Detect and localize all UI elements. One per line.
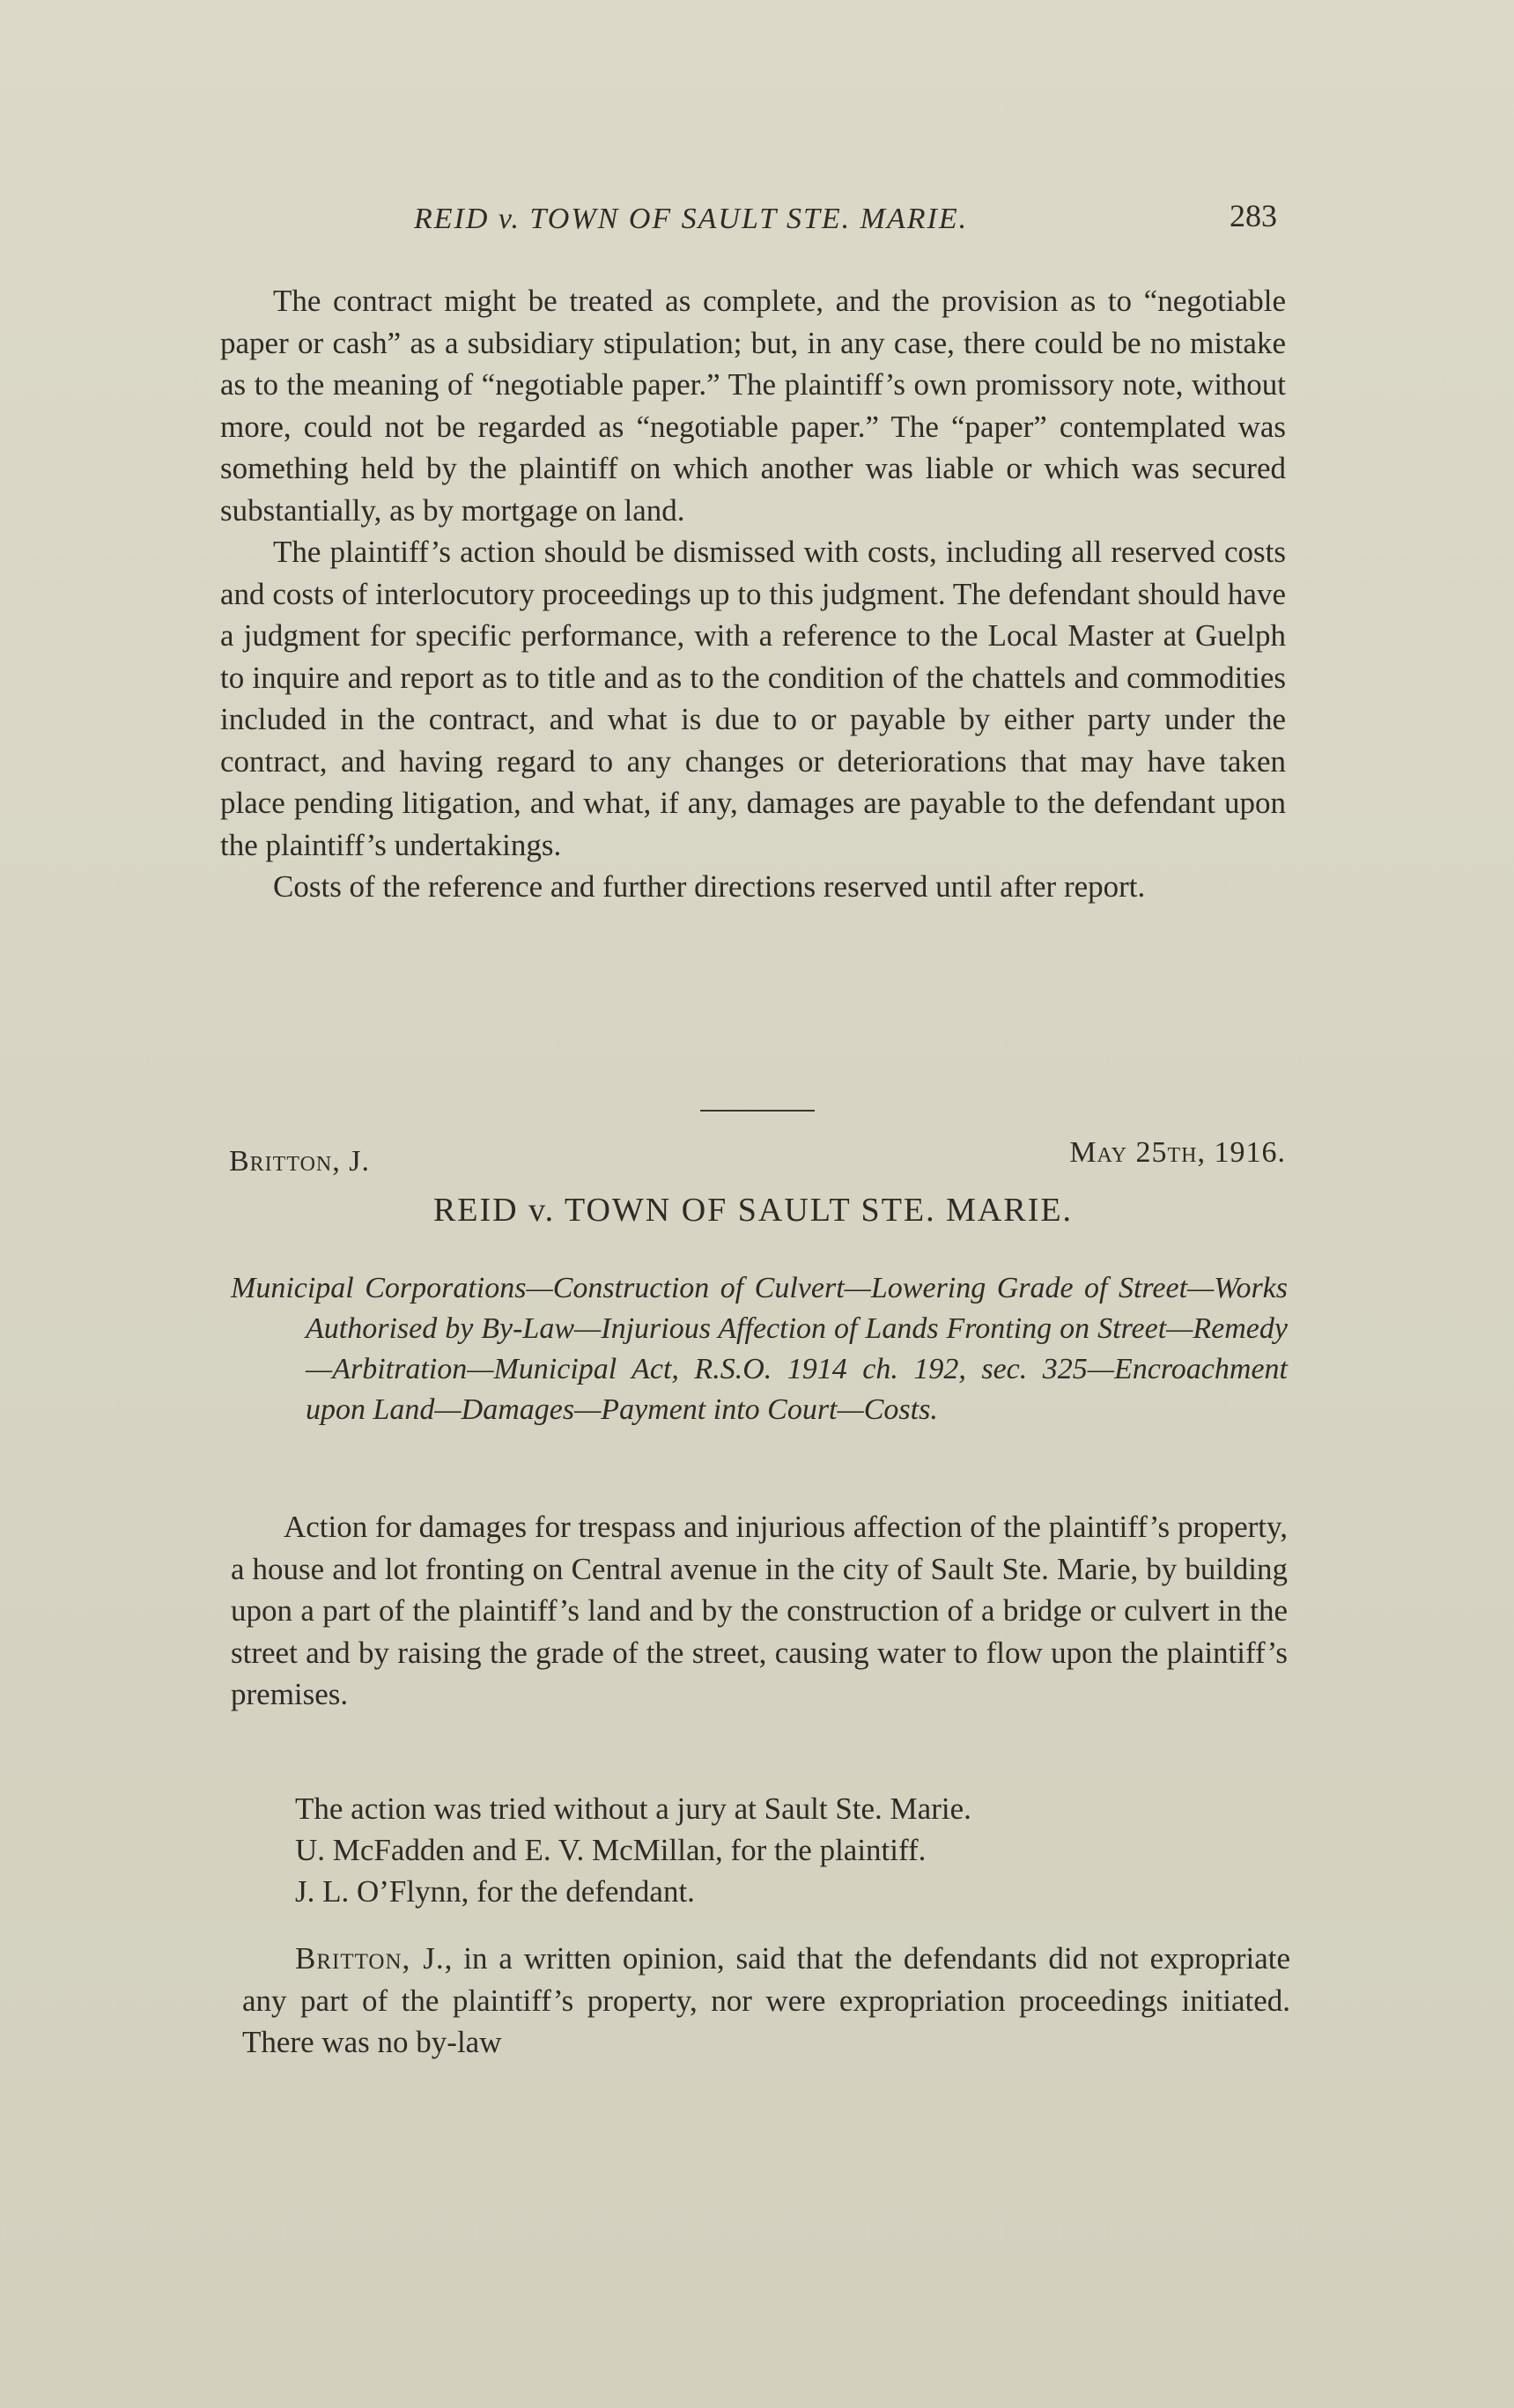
opinion bbox=[242, 1938, 1290, 2064]
paragraph-opinion bbox=[242, 1938, 1290, 2064]
action-description bbox=[231, 1506, 1288, 1716]
paragraph-contract: The contract might be treated as complete, and the provision as to “negotiable paper or cash” as a subsidiary stipulation; but, in any case, there could be no mistake as to the meaning of “negotiable paper.” The plaintiff’s own promissory note, without more, could not be regarded as “negotiable paper.” The “paper” contemplated was something held by the plaintiff on which another was liable or which was secured substantially, as by mortgage on land. bbox=[220, 284, 1286, 528]
paragraph-costs: Costs of the reference and further directions reserved until after report. bbox=[273, 869, 1146, 904]
trial-counsel bbox=[295, 1788, 1281, 1912]
running-head bbox=[220, 197, 1277, 250]
judge-name: Britton, J. bbox=[229, 1145, 370, 1178]
section-divider bbox=[700, 1110, 815, 1112]
page-number: 283 bbox=[1230, 198, 1277, 233]
judge-date-line bbox=[229, 1136, 1286, 1180]
opinion-judge: Britton, J. bbox=[295, 1941, 445, 1976]
case-title: REID v. TOWN OF SAULT STE. MARIE. bbox=[432, 1192, 1074, 1229]
running-title: REID v. TOWN OF SAULT STE. MARIE. bbox=[414, 203, 969, 235]
continuation-text bbox=[220, 280, 1286, 908]
counsel-plaintiff: U. McFadden and E. V. McMillan, for the plaintiff. bbox=[295, 1833, 927, 1867]
headnote: Municipal Corporations—Construction of Culvert—Lowering Grade of Street—Works Authorised by By-Law—Injurious Affection of Lands Fronting on Street—Remedy—Arbitration—Municipal Act, R.S.O. 1914 ch. 192, sec. 325—Encroachment upon Land—Damages—Payment into Court—Costs. bbox=[231, 1272, 1288, 1426]
judgment-date: May 25th, 1916. bbox=[1069, 1136, 1286, 1169]
counsel-defendant: J. L. O’Flynn, for the defendant. bbox=[295, 1874, 695, 1909]
opinion-text: , in a written opinion, said that the defendants did not expropriate any part of the plaintiff’s property, nor were expropriation proceedings initiated. There was no by-law bbox=[242, 1941, 1290, 2059]
paragraph-dismissal: The plaintiff’s action should be dismissed with costs, including all reserved costs and costs of interlocutory proceedings up to this judgment. The defendant should have a judgment for specific performance, with a reference to the Local Master at Guelph to inquire and report as to title and as to the condition of the chattels and commodities included in the contract, and what is due to or payable by either party under the contract, and having regard to any changes or deteriorations that may have taken place pending litigation, and what, if any, damages are payable to the defendant upon the plaintiff’s undertakings. bbox=[220, 535, 1286, 862]
trial-note: The action was tried without a jury at Sault Ste. Marie. bbox=[295, 1791, 971, 1826]
paragraph-action: Action for damages for trespass and injurious affection of the plaintiff’s property, a house and lot fronting on Central avenue in the city of Sault Ste. Marie, by building upon a part of the plaintiff’s land and by the construction of a bridge or culvert in the street and by raising the grade of the street, causing water to flow upon the plaintiff’s premises. bbox=[231, 1510, 1288, 1711]
